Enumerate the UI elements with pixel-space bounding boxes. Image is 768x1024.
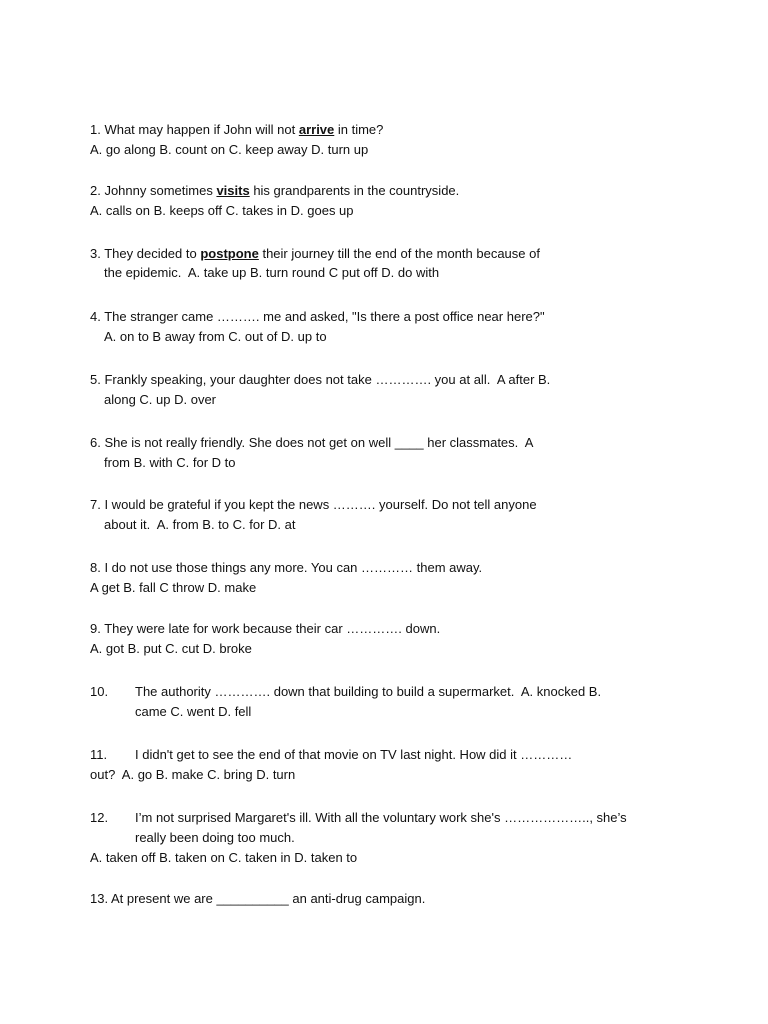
question-2-stem xyxy=(90,183,459,199)
question-6-options: from B. with C. for D to xyxy=(104,455,236,470)
question-12-stem-cont: really been doing too much. xyxy=(135,830,295,845)
question-5-stem: 5. Frankly speaking, your daughter does not take …………. you at all. A after B. xyxy=(90,372,551,387)
question-12-options: A. taken off B. taken on C. taken in D. taken to xyxy=(90,850,358,865)
question-1-text-end: in time? xyxy=(334,122,384,137)
question-3-stem xyxy=(90,246,540,262)
question-7-stem: 7. I would be grateful if you kept the news ………. yourself. Do not tell anyone xyxy=(90,497,537,512)
question-11-number: 11. xyxy=(90,747,108,762)
question-3-text-end: their journey till the end of the month because of xyxy=(258,246,540,261)
question-1-keyword: arrive xyxy=(298,122,335,137)
question-9-options: A. got B. put C. cut D. broke xyxy=(90,641,252,656)
question-2-keyword: visits xyxy=(216,183,250,198)
question-12-number: 12. xyxy=(90,810,109,825)
question-2-text-end: his grandparents in the countryside. xyxy=(249,183,460,198)
question-9-stem: 9. They were late for work because their car …………. down. xyxy=(90,621,441,636)
question-5-options: along C. up D. over xyxy=(104,392,217,407)
question-7-options: about it. A. from B. to C. for D. at xyxy=(104,517,296,532)
question-3-options: the epidemic. A. take up B. turn round C put off D. do with xyxy=(104,265,440,280)
question-13-stem: 13. At present we are __________ an anti-drug campaign. xyxy=(90,891,426,906)
question-3-keyword: postpone xyxy=(200,246,259,261)
question-3-text: 3. They decided to xyxy=(90,246,201,261)
question-10-options: came C. went D. fell xyxy=(135,704,252,719)
question-11-stem: I didn't get to see the end of that movie on TV last night. How did it ………… xyxy=(135,747,573,762)
question-4-stem: 4. The stranger came ………. me and asked, "Is there a post office near here?" xyxy=(90,309,545,324)
question-1-stem xyxy=(90,122,383,138)
question-8-stem: 8. I do not use those things any more. You can ………… them away. xyxy=(90,560,483,575)
question-12-stem: I’m not surprised Margaret's ill. With all the voluntary work she's ……………….., she’s xyxy=(135,810,627,825)
question-4-options: A. on to B away from C. out of D. up to xyxy=(104,329,327,344)
question-8-options: A get B. fall C throw D. make xyxy=(90,580,257,595)
question-1-text: 1. What may happen if John will not xyxy=(90,122,299,137)
question-6-stem: 6. She is not really friendly. She does not get on well ____ her classmates. A xyxy=(90,435,534,450)
question-11-options: out? A. go B. make C. bring D. turn xyxy=(90,767,296,782)
question-2-text: 2. Johnny sometimes xyxy=(90,183,217,198)
question-2-options: A. calls on B. keeps off C. takes in D. goes up xyxy=(90,203,354,218)
question-1-options: A. go along B. count on C. keep away D. turn up xyxy=(90,142,369,157)
question-10-number: 10. xyxy=(90,684,109,699)
question-10-stem: The authority …………. down that building to build a supermarket. A. knocked B. xyxy=(135,684,602,699)
